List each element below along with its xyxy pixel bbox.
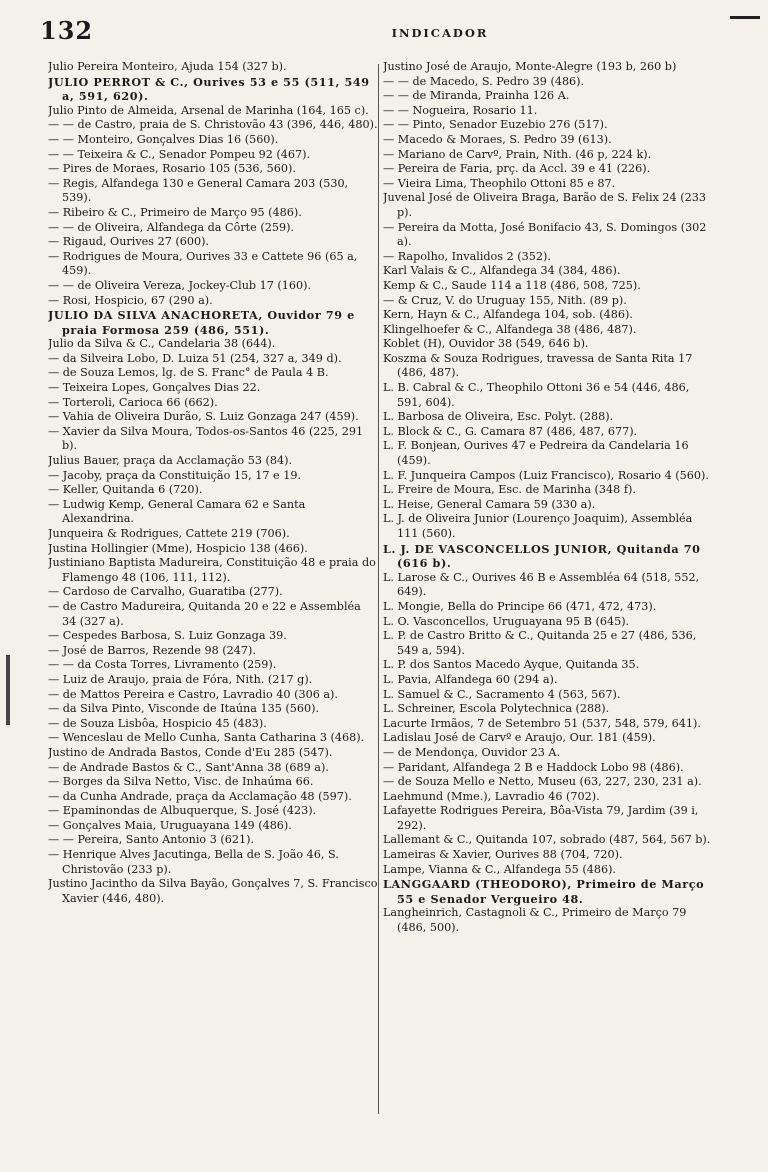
directory-entry: Lafayette Rodrigues Pereira, Bôa-Vista 79, Jardim (39 i, 292). xyxy=(383,804,699,832)
directory-entry: — de Andrade Bastos & C., Sant'Anna 38 (689 a). xyxy=(48,760,329,774)
directory-entry: JULIO PERROT & C., Ourives 53 e 55 (511, 549 a, 591, 620). xyxy=(48,74,370,104)
directory-entry: L. Larose & C., Ourives 46 B e Assembléa 64 (518, 552, 649). xyxy=(383,570,700,599)
left-column xyxy=(48,60,378,1160)
directory-entry: — Regis, Alfandega 130 e General Camara 203 (530, 539). xyxy=(48,176,349,205)
directory-entry: Klingelhoefer & C., Alfandega 38 (486, 487). xyxy=(383,322,637,336)
directory-entry: — Wenceslau de Mello Cunha, Santa Catharina 3 (468). xyxy=(48,731,365,745)
directory-entry: Koblet (H), Ouvidor 38 (549, 646 b). xyxy=(383,337,589,351)
directory-entry: — Cespedes Barbosa, S. Luiz Gonzaga 39. xyxy=(48,629,287,643)
directory-entry: — Torteroli, Carioca 66 (662). xyxy=(48,395,218,409)
directory-entry: Justina Hollingier (Mme), Hospicio 138 (466). xyxy=(48,541,308,555)
directory-entry: Lampe, Vianna & C., Alfandega 55 (486). xyxy=(383,862,616,876)
directory-entry: L. Block & C., G. Camara 87 (486, 487, 677). xyxy=(383,424,638,438)
directory-entry: L. J. DE VASCONCELLOS JUNIOR, Quitanda 70 (616 b). xyxy=(383,541,701,571)
directory-entry: — Mariano de Carvº, Prain, Nith. (46 p, 224 k). xyxy=(383,147,652,161)
directory-entry: — Ribeiro & C., Primeiro de Março 95 (486). xyxy=(48,205,302,219)
directory-entry: L. P. dos Santos Macedo Ayque, Quitanda 35. xyxy=(383,658,640,672)
directory-entry: — Henrique Alves Jacutinga, Bella de S. João 46, S. Christovão (233 p). xyxy=(48,848,339,876)
directory-entry: L. F. Bonjean, Ourives 47 e Pedreira da Candelaria 16 (459). xyxy=(383,439,689,468)
directory-entry: — de Castro Madureira, Quitanda 20 e 22 e Assembléa 34 (327 a). xyxy=(48,599,361,628)
directory-entry: — Vieira Lima, Theophilo Ottoni 85 e 87. xyxy=(383,176,616,190)
page-number: 132 xyxy=(40,16,94,45)
directory-entry: JULIO DA SILVA ANACHORETA, Ouvidor 79 e praia Formosa 259 (486, 551). xyxy=(48,308,355,337)
directory-entry: L. Schreiner, Escola Polytechnica (288). xyxy=(383,702,610,716)
directory-entry: — — de Castro, praia de S. Christovão 43 (396, 446, 480). xyxy=(48,118,378,132)
directory-entry: — Rosi, Hospicio, 67 (290 a). xyxy=(48,293,213,307)
directory-entry: Julio Pinto de Almeida, Arsenal de Marinha (164, 165 c). xyxy=(48,103,369,117)
corner-rule xyxy=(730,16,760,19)
directory-entry: — José de Barros, Rezende 98 (247). xyxy=(48,643,256,657)
directory-entry: — Rapolho, Invalidos 2 (352). xyxy=(383,249,551,263)
directory-entry: Justino José de Araujo, Monte-Alegre (193 b, 260 b) xyxy=(383,60,677,73)
directory-entry: — — de Macedo, S. Pedro 39 (486). xyxy=(383,74,585,88)
directory-entry: — de Souza Mello e Netto, Museu (63, 227, 230, 231 a). xyxy=(383,775,702,789)
page-header xyxy=(40,16,760,50)
directory-entry: — de Mattos Pereira e Castro, Lavradio 40 (306 a). xyxy=(48,687,338,701)
directory-entry: — da Silva Pinto, Visconde de Itaúna 135 (560). xyxy=(48,702,320,716)
directory-entry: Langheinrich, Castagnoli & C., Primeiro de Março 79 (486, 500). xyxy=(383,906,687,935)
directory-entry: — de Souza Lemos, lg. de S. Franc° de Paula 4 B. xyxy=(48,366,329,380)
directory-entry: — Macedo & Moraes, S. Pedro 39 (613). xyxy=(383,132,612,146)
directory-entry: L. Mongie, Bella do Principe 66 (471, 472, 473). xyxy=(383,599,657,613)
directory-entry: L. Heise, General Camara 59 (330 a). xyxy=(383,497,596,511)
directory-entry: Julio da Silva & C., Candelaria 38 (644). xyxy=(48,337,276,351)
directory-entry: — Pires de Moraes, Rosario 105 (536, 560). xyxy=(48,162,296,176)
directory-entry: L. F. Junqueira Campos (Luiz Francisco), Rosario 4 (560). xyxy=(383,468,709,482)
directory-entry: — Luiz de Araujo, praia de Fóra, Nith. (217 g). xyxy=(48,672,313,686)
directory-entry: — & Cruz, V. do Uruguay 155, Nith. (89 p). xyxy=(383,293,627,307)
directory-entry: — — Pereira, Santo Antonio 3 (621). xyxy=(48,833,255,847)
directory-entry: — Pereira da Motta, José Bonifacio 43, S. Domingos (302 a). xyxy=(383,220,707,249)
directory-entry: — Paridant, Alfandega 2 B e Haddock Lobo 98 (486). xyxy=(383,760,684,774)
directory-entry: — Keller, Quitanda 6 (720). xyxy=(48,483,203,497)
directory-entry: Julius Bauer, praça da Acclamação 53 (84). xyxy=(48,454,293,468)
directory-entry: Lallemant & C., Quitanda 107, sobrado (487, 564, 567 b). xyxy=(383,833,711,847)
binding-mark xyxy=(6,655,10,725)
column-divider xyxy=(378,64,379,1114)
directory-entry: Ladislau José de Carvº e Araujo, Our. 181 (459). xyxy=(383,731,656,745)
directory-entry: — — Monteiro, Gonçalves Dias 16 (560). xyxy=(48,132,279,146)
directory-entry: — de Souza Lisbôa, Hospicio 45 (483). xyxy=(48,716,267,730)
directory-entry: Justino Jacintho da Silva Bayão, Gonçalves 7, S. Francisco Xavier (446, 480). xyxy=(48,877,378,905)
directory-entry: — de Mendonça, Ouvidor 23 A. xyxy=(383,745,561,759)
directory-entry: — da Cunha Andrade, praça da Acclamação 48 (597). xyxy=(48,789,352,803)
directory-entry: Kern, Hayn & C., Alfandega 104, sob. (486). xyxy=(383,308,633,322)
directory-entry: — da Silveira Lobo, D. Luiza 51 (254, 327 a, 349 d). xyxy=(48,351,342,365)
directory-entry: L. B. Cabral & C., Theophilo Ottoni 36 e 54 (446, 486, 591, 604). xyxy=(383,381,690,409)
directory-entry: — Rigaud, Ourives 27 (600). xyxy=(48,235,210,249)
directory-entry: — — Pinto, Senador Euzebio 276 (517). xyxy=(383,118,608,132)
directory-entry: — — de Oliveira Vereza, Jockey-Club 17 (160). xyxy=(48,278,312,292)
directory-entry: — Ludwig Kemp, General Camara 62 e Santa Alexandrina. xyxy=(48,497,306,526)
directory-entry: — — de Miranda, Prainha 126 A. xyxy=(383,89,570,103)
directory-entry: — — Nogueira, Rosario 11. xyxy=(383,103,538,117)
directory-entry: — Cardoso de Carvalho, Guaratiba (277). xyxy=(48,585,283,599)
directory-entry: L. Freire de Moura, Esc. de Marinha (348 f). xyxy=(383,483,636,497)
directory-entry: — Teixeira Lopes, Gonçalves Dias 22. xyxy=(48,381,261,395)
directory-entry: — Epaminondas de Albuquerque, S. José (423). xyxy=(48,804,317,818)
directory-entry: L. Samuel & C., Sacramento 4 (563, 567). xyxy=(383,687,621,701)
directory-entry: — — da Costa Torres, Livramento (259). xyxy=(48,658,277,672)
directory-entry: Laehmund (Mme.), Lavradio 46 (702). xyxy=(383,789,600,803)
directory-entry: — Vahia de Oliveira Durão, S. Luiz Gonzaga 247 (459). xyxy=(48,410,359,424)
directory-entry: Justino de Andrada Bastos, Conde d'Eu 285 (547). xyxy=(48,745,333,759)
directory-entry: — Jacoby, praça da Constituição 15, 17 e 19. xyxy=(48,468,301,482)
right-column xyxy=(383,60,713,1160)
directory-entry: Kemp & C., Saude 114 a 118 (486, 508, 725). xyxy=(383,278,641,292)
directory-entry: Junqueira & Rodrigues, Cattete 219 (706). xyxy=(48,527,290,540)
directory-entry: Lameiras & Xavier, Ourives 88 (704, 720). xyxy=(383,848,623,862)
directory-entry: L. Barbosa de Oliveira, Esc. Polyt. (288). xyxy=(383,410,614,424)
running-title: INDICADOR xyxy=(391,26,489,40)
directory-entry: — Xavier da Silva Moura, Todos-os-Santos 46 (225, 291 b). xyxy=(48,424,364,453)
directory-entry: L. P. de Castro Britto & C., Quitanda 25 e 27 (486, 536, 549 a, 594). xyxy=(383,629,697,657)
directory-entry: — — de Oliveira, Alfandega da Côrte (259). xyxy=(48,220,294,234)
directory-entry: Juvenal José de Oliveira Braga, Barão de S. Felix 24 (233 p). xyxy=(383,191,706,219)
directory-entry: — Pereira de Faria, prç. da Accl. 39 e 41 (226). xyxy=(383,162,651,176)
directory-entry: Koszma & Souza Rodrigues, travessa de Santa Rita 17 (486, 487). xyxy=(383,351,693,380)
directory-entry: Lacurte Irmãos, 7 de Setembro 51 (537, 548, 579, 641). xyxy=(383,716,701,730)
directory-entry: Julio Pereira Monteiro, Ajuda 154 (327 b). xyxy=(48,60,287,73)
directory-entry: L. J. de Oliveira Junior (Lourenço Joaquim), Assembléa 111 (560). xyxy=(383,512,693,540)
directory-entry: — Rodrigues de Moura, Ourives 33 e Cattete 96 (65 a, 459). xyxy=(48,249,358,278)
directory-entry: — Gonçalves Maia, Uruguayana 149 (486). xyxy=(48,818,292,832)
directory-entry: L. Pavia, Alfandega 60 (294 a). xyxy=(383,672,558,686)
directory-entry: LANGGAARD (THEODORO), Primeiro de Março 55 e Senador Vergueiro 48. xyxy=(383,877,705,906)
directory-entry: L. O. Vasconcellos, Uruguayana 95 B (645). xyxy=(383,614,630,628)
directory-entry: Karl Valais & C., Alfandega 34 (384, 486). xyxy=(383,264,621,278)
directory-entry: — — Teixeira & C., Senador Pompeu 92 (467). xyxy=(48,147,311,161)
directory-entry: Justiniano Baptista Madureira, Constituição 48 e praia do Flamengo 48 (106, 111, 112). xyxy=(48,556,376,584)
directory-entry: — Borges da Silva Netto, Visc. de Inhaúma 66. xyxy=(48,775,314,789)
